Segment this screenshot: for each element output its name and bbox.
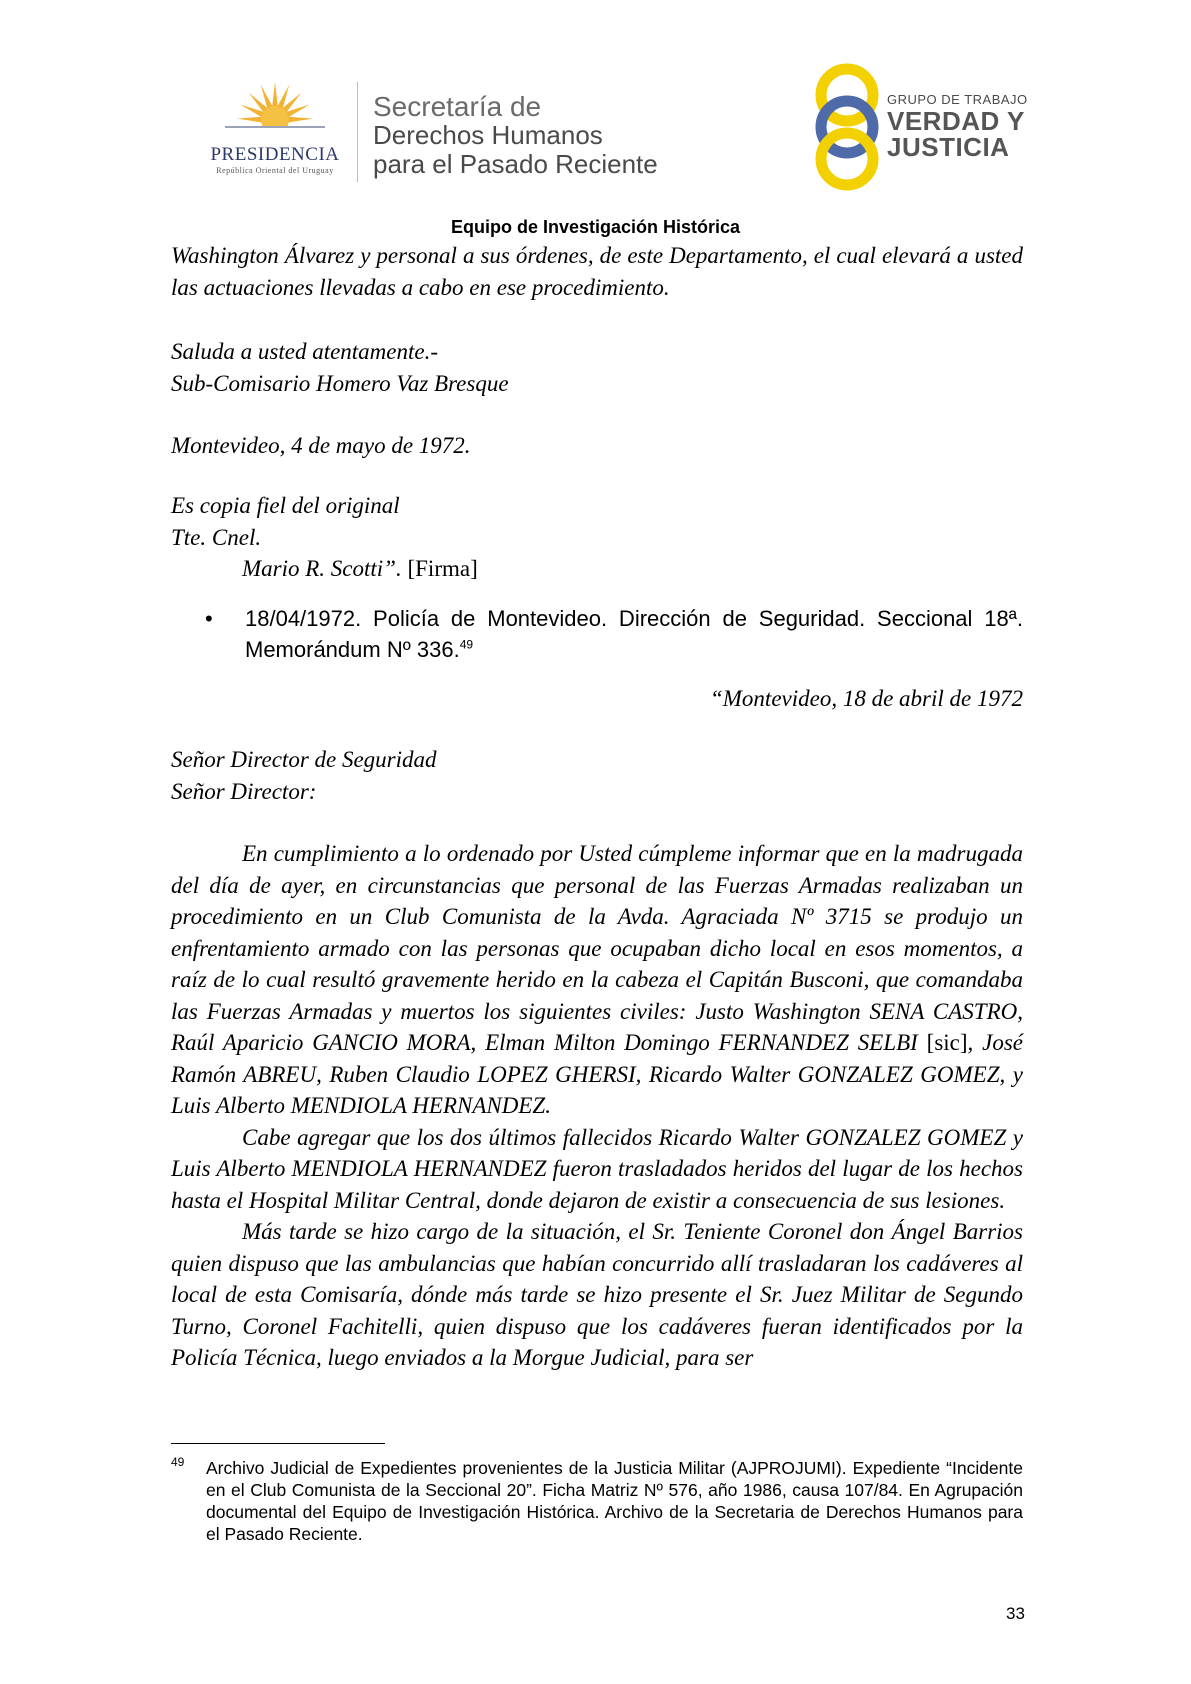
bullet-icon: • (205, 606, 213, 631)
memo-date: “Montevideo, 18 de abril de 1972 (709, 686, 1023, 711)
grupo-line-2: VERDAD Y (887, 106, 1025, 136)
paragraph-1-part-b: , José Ramón ABREU, Ruben Claudio LOPEZ GHERSI, Ricardo Walter GONZALEZ GOMEZ, y Luis Alberto MENDIOLA HERNANDEZ. (171, 1030, 1024, 1118)
signature-line (171, 553, 1023, 585)
logo-divider (357, 82, 358, 182)
footnote-ref[interactable]: 49 (459, 637, 474, 652)
addressee-line-1: Señor Director de Seguridad (171, 747, 437, 772)
copy-block (171, 490, 1023, 585)
firma-mark: [Firma] (407, 556, 478, 581)
closing-block (171, 336, 1023, 399)
footnote-text: Archivo Judicial de Expedientes provenientes de la Justicia Militar (AJPROJUMI). Expediente “Incidente en el Club Comunista de la Seccional 20”. Ficha Matriz Nº 576, año 1986, causa 107/84. En Agrupación documental del Equipo de Investigación Histórica. Archivo de la Secretaria de Derechos Humanos para el Pasado Reciente. (206, 1458, 1023, 1544)
copia-line: Es copia fiel del original (171, 493, 400, 518)
signer-name: Mario R. Scotti”. (242, 556, 402, 581)
presidencia-label: PRESIDENCIA (210, 144, 340, 165)
grupo-trabajo-logo (812, 62, 1112, 192)
page-number: 33 (1006, 1604, 1025, 1623)
secretaria-line-1: Secretaría de (373, 91, 542, 122)
memo-body (171, 838, 1023, 1374)
memo-paragraph-1 (171, 838, 1023, 1122)
firmante-line: Sub-Comisario Homero Vaz Bresque (171, 370, 509, 396)
presidencia-logo (195, 80, 355, 180)
secretaria-line-2: Derechos Humanos (373, 120, 603, 150)
memo-paragraph-2: Cabe agregar que los dos últimos fallecidos Ricardo Walter GONZALEZ GOMEZ y Luis Alberto MENDIOLA HERNANDEZ fueron trasladados heridos del lugar de los hechos hasta el Hospital Militar Central, donde dejaron de existir a consecuencia de sus lesiones. (171, 1124, 1023, 1213)
presidencia-subtitle: República Oriental del Uruguay (216, 166, 334, 175)
saluda-line: Saluda a usted atentamente.- (171, 339, 439, 364)
bullet-text (245, 603, 1023, 665)
sic-mark: [sic] (926, 1030, 968, 1055)
sun-icon (195, 80, 355, 150)
bullet-label: 18/04/1972. Policía de Montevideo. Dirección de Seguridad. Seccional 18ª. Memorándum Nº 336. (245, 606, 1023, 662)
secretaria-logo-text (373, 92, 658, 179)
grupo-line-3: JUSTICIA (887, 132, 1010, 162)
memo-paragraph-3: Más tarde se hizo cargo de la situación, el Sr. Teniente Coronel don Ángel Barrios quien dispuso que las ambulancias que habían concurrido allí trasladaran los cadáveres al local de esta Comisaría, dónde más tarde se hizo presente el Sr. Juez Militar de Segundo Turno, Coronel Fachitelli, quien dispuso que los cadáveres fueran identificados por la Policía Técnica, luego enviados a la Morgue Judicial, para ser (171, 1219, 1023, 1370)
addressee-line-2: Señor Director: (171, 778, 317, 804)
memo-addressee (171, 744, 1023, 807)
grupo-line-1: GRUPO DE TRABAJO (887, 92, 1028, 107)
grado-line: Tte. Cnel. (171, 524, 262, 550)
secretaria-line-3: para el Pasado Reciente (373, 149, 658, 179)
team-title: Equipo de Investigación Histórica (450, 217, 741, 237)
footnote-separator (171, 1443, 385, 1444)
rings-icon (812, 62, 882, 192)
paragraph-1-part-a: En cumplimiento a lo ordenado por Usted cúmpleme informar que en la madrugada del día de ayer, en circunstancias que personal de las Fuerzas Armadas realizaban un procedimiento en un Club Comunista de la Avda. Agraciada Nº 3715 se produjo un enfrentamiento armado con las personas que ocupaban dicho local en esos momentos, a raíz de lo cual resultó gravemente herido en la cabeza el Capitán Busconi, que comandaba las Fuerzas Armadas y muertos los siguientes civiles: Justo Washington SENA CASTRO, Raúl Aparicio GANCIO MORA, Elman Milton Domingo FERNANDEZ SELBI (171, 841, 1023, 1055)
date-line: Montevideo, 4 de mayo de 1972. (171, 433, 471, 458)
footnote-number: 49 (171, 1455, 185, 1469)
continuation-paragraph: Washington Álvarez y personal a sus órdenes, de este Departamento, el cual elevará a usted las actuaciones llevadas a cabo en ese procedimiento. (171, 243, 1023, 300)
